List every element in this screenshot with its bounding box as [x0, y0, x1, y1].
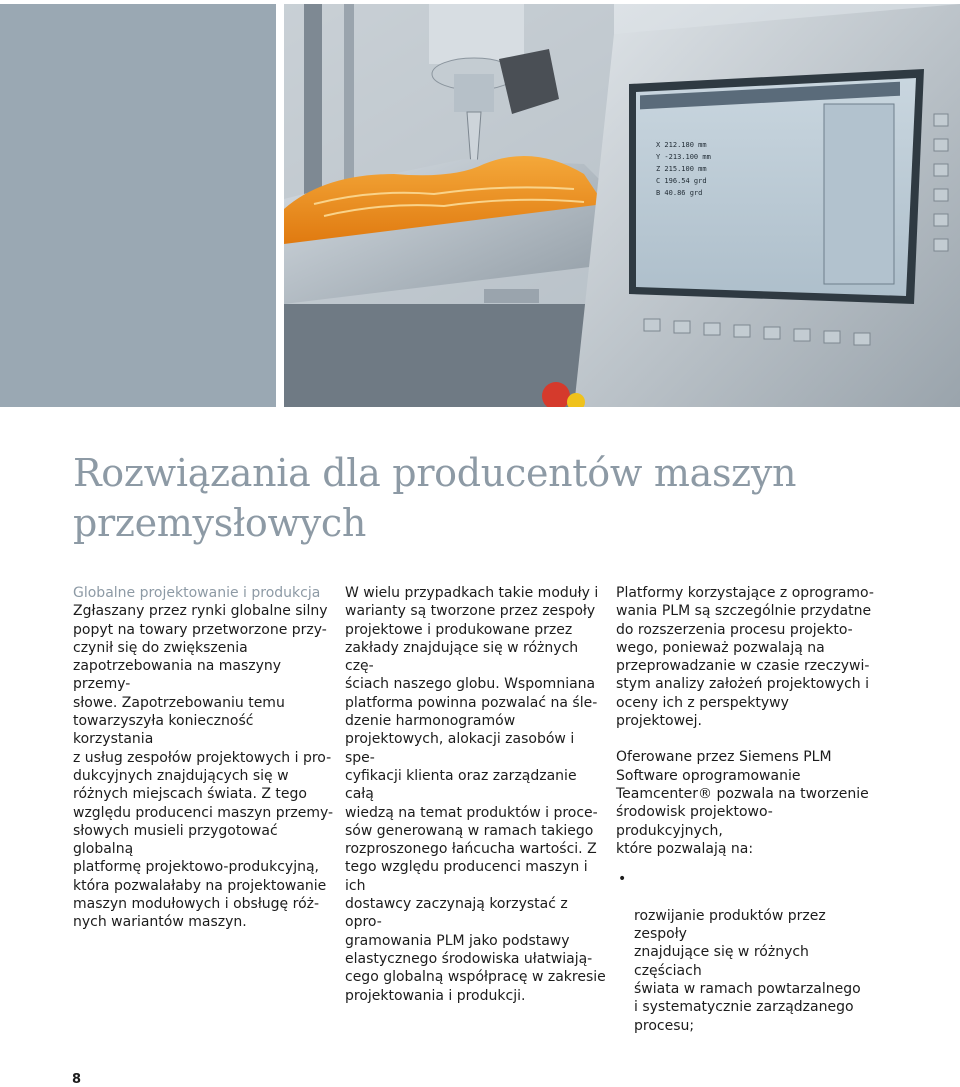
paragraph: W wielu przypadkach takie moduły i warianty są tworzone przez zespoły projektowe i produkowane przez zakłady znajdujące się w różnych czę- ściach naszego globu. Wspomniana platforma powinna pozwalać na śle- dzenie harmonogramów projektowych, alokacji zasobów i spe- cyfikacji klienta oraz zarządzanie całą wiedzą na temat produktów i proce- sów generowaną w ramach takiego rozproszonego łańcucha wartości. Z tego względu producenci maszyn i ich dostawcy zaczynają korzystać z opro- gramowania PLM jako podstawy elastycznego środowiska ułatwiają- cego globalną współpracę w zakresie projektowania i produkcji. — [345, 585, 606, 1004]
svg-text:C 196.54 grd: C 196.54 grd — [656, 177, 707, 185]
page-title — [73, 448, 933, 548]
paragraph: Platformy korzystające z oprogramo- wania PLM są szczególnie przydatne do rozszerzenia procesu projekto- wego, ponieważ pozwalają na przeprowadzanie w czasie rzeczywi- stym analizy założeń projektowych i oceny ich z perspektywy projektowej. — [616, 585, 874, 730]
svg-text:X 212.180 mm: X 212.180 mm — [656, 141, 707, 149]
page-title-line1: Rozwiązania dla producentów maszyn — [73, 451, 797, 495]
list-item — [616, 870, 878, 1035]
svg-text:B 40.86 grd: B 40.86 grd — [656, 189, 703, 197]
svg-text:Z 215.100 mm: Z 215.100 mm — [656, 165, 707, 173]
text-column-1 — [73, 584, 335, 932]
bullet-icon: • — [618, 871, 627, 888]
list-item-text: rozwijanie produktów przez zespoły znajdujące się w różnych częściach świata w ramach powtarzalnego i systematycznie zarządzanego procesu; — [634, 907, 861, 1034]
paragraph: Zgłaszany przez rynki globalne silny popyt na towary przetworzone przy- czynił się do zwiększenia zapotrzebowania na maszyny przemy- słowe. Zapotrzebowaniu temu towarzyszyła konieczność korzystania z usług zespołów projektowych i pro- dukcyjnych znajdujących się w różnych miejscach świata. Z tego względu producenci maszyn przemy- słowych musieli przygotować globalną platformę projektowo-produkcyjną, która pozwalałaby na projektowanie maszyn modułowych i obsługę róż- nych wariantów maszyn. — [73, 603, 334, 931]
bullet-list — [616, 870, 878, 1035]
svg-text:Y -213.100 mm: Y -213.100 mm — [656, 153, 711, 161]
page-title-line2: przemysłowych — [73, 501, 367, 545]
text-column-2 — [345, 584, 607, 1005]
section-subheading: Globalne projektowanie i produkcja — [73, 585, 321, 601]
cnc-machine-photo — [284, 4, 960, 407]
page-number: 8 — [72, 1072, 82, 1087]
text-column-3 — [616, 584, 878, 1035]
color-panel — [0, 4, 276, 407]
paragraph: Oferowane przez Siemens PLM Software oprogramowanie Teamcenter® pozwala na tworzenie środowisk projektowo-produkcyjnych, które pozwalają na: — [616, 749, 869, 857]
